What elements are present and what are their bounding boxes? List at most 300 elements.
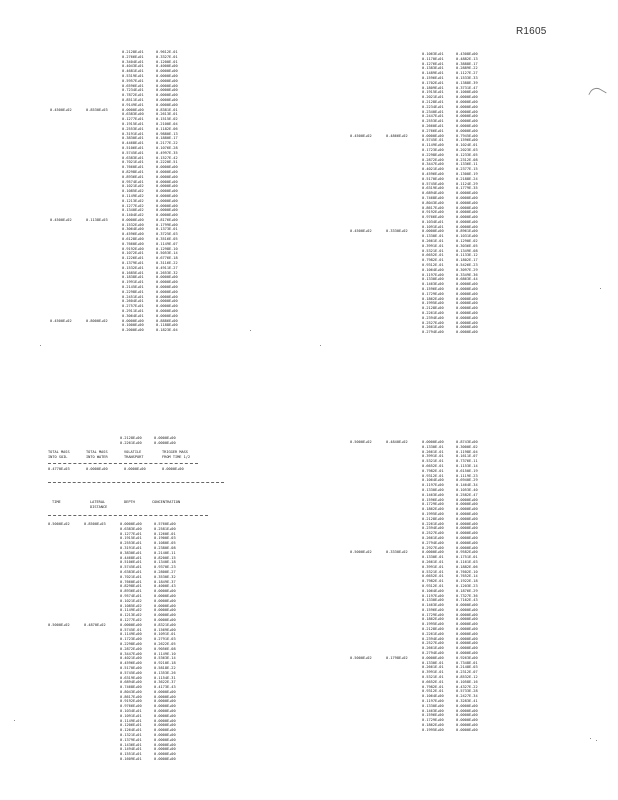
row-depth: 0.4468E+01 xyxy=(120,555,142,560)
row-depth: 0.1609E+01 xyxy=(120,757,142,762)
row-concentration: 0.2427E-34 xyxy=(456,694,478,699)
row-concentration: 0.9880E-13 xyxy=(156,131,178,136)
row-distance: 0.8500E+03 xyxy=(84,522,106,526)
row-concentration: 0.7602E-10 xyxy=(456,569,478,574)
row-concentration: 0.0000E+00 xyxy=(456,287,478,292)
profile-header-cell: CONCENTRATION xyxy=(152,500,181,504)
row-concentration: 0.5733E-28 xyxy=(456,689,478,694)
row-depth: 0.9192E+00 xyxy=(120,699,142,704)
row-depth: 0.9574E+01 xyxy=(120,593,142,598)
row-depth: 0.3991E-01 xyxy=(422,454,444,459)
row-depth: 0.1862E+00 xyxy=(422,507,444,512)
row-depth: 0.1277E+02 xyxy=(120,617,142,622)
row-time: 0.5000E+02 xyxy=(350,550,372,555)
row-concentration: 0.1779E-35 xyxy=(456,186,478,191)
row-concentration: 0.3000E-02 xyxy=(456,444,478,449)
speck xyxy=(590,738,591,739)
row-depth: 0.1149E+00 xyxy=(422,143,444,148)
row-concentration: 0.1149E-07 xyxy=(156,241,178,246)
row-concentration: 0.0000E+00 xyxy=(156,97,178,102)
row-concentration: 0.0000E+00 xyxy=(456,215,478,220)
row-depth: 0.5321E-01 xyxy=(422,459,444,464)
row-concentration: 0.8886E+00 xyxy=(156,318,178,323)
row-depth: 0.3064E+00 xyxy=(122,227,144,232)
row-concentration: 0.0000E+00 xyxy=(456,627,478,632)
row-concentration: 0.9263E+00 xyxy=(456,655,478,660)
row-concentration: 0.8532E-12 xyxy=(456,675,478,680)
row-concentration: 0.1133E-12 xyxy=(456,253,478,258)
row-concentration: 0.0000E+00 xyxy=(154,713,176,718)
row-concentration: 0.0000E+00 xyxy=(154,747,176,752)
row-concentration: 0.0000E+00 xyxy=(456,311,478,316)
row-concentration: 0.0000E+00 xyxy=(156,169,178,174)
row-concentration: 0.0000E+00 xyxy=(456,210,478,215)
row-concentration: 0.4173E-43 xyxy=(154,685,176,690)
row-concentration: 0.0000E+00 xyxy=(154,699,176,704)
row-concentration: 0.0000E+00 xyxy=(156,275,178,280)
data-row xyxy=(350,728,490,733)
row-concentration: 0.4911E-27 xyxy=(156,265,178,270)
row-concentration: 0.1880E-17 xyxy=(156,136,178,141)
row-depth: 0.7021E+01 xyxy=(122,160,144,165)
row-concentration: 0.0000E+00 xyxy=(154,737,176,742)
row-concentration: 0.2800E-27 xyxy=(154,569,176,574)
row-depth: 0.2128E+00 xyxy=(422,627,444,632)
row-concentration: 0.1203E-23 xyxy=(456,583,478,588)
row-concentration: 0.1058E-16 xyxy=(456,679,478,684)
profile-rows xyxy=(48,522,188,762)
summary-header-cell: VOLATILE TRANSPORT xyxy=(124,450,144,459)
row-concentration: 0.0000E+00 xyxy=(456,330,478,335)
row-depth: 0.2394E+00 xyxy=(422,526,444,531)
row-depth: 0.1436E+01 xyxy=(120,742,142,747)
row-concentration: 0.0000E+00 xyxy=(456,296,478,301)
row-depth: 0.1330E-01 xyxy=(422,660,444,665)
row-depth: 0.1489E+01 xyxy=(422,71,444,76)
row-concentration: 0.0000E+00 xyxy=(456,540,478,545)
data-row xyxy=(50,328,190,333)
row-depth: 0.7982E-01 xyxy=(422,579,444,584)
row-time: 0.5000E+02 xyxy=(350,440,372,444)
row-depth: 0.2794E+00 xyxy=(422,330,444,335)
row-depth: 0.6383E+00 xyxy=(120,526,142,531)
row-depth: 0.7468E+00 xyxy=(422,195,444,200)
row-concentration: 0.0000E+00 xyxy=(156,203,178,208)
row-concentration: 0.0000E+00 xyxy=(154,704,176,709)
row-depth: 0.1330E+00 xyxy=(422,598,444,603)
row-concentration: 0.7348E-01 xyxy=(456,660,478,665)
row-depth: 0.2128E+00 xyxy=(422,516,444,521)
row-depth: 0.2261E+00 xyxy=(422,521,444,526)
row-depth: 0.1991E+01 xyxy=(122,280,144,285)
row-concentration: 0.2613E-01 xyxy=(156,112,178,117)
row-concentration: 0.6863E-44 xyxy=(456,277,478,282)
row-depth: 0.4596E+00 xyxy=(122,232,144,237)
row-concentration: 0.3327E-01 xyxy=(156,54,178,59)
row-depth: 0.2553E+01 xyxy=(422,119,444,124)
row-depth: 0.1915E+01 xyxy=(120,536,142,541)
row-depth: 0.0000E+00 xyxy=(422,229,444,234)
row-depth: 0.2757E+01 xyxy=(122,304,144,309)
row-concentration: 0.0000E+00 xyxy=(456,607,478,612)
row-depth: 0.3191E+01 xyxy=(122,131,144,136)
row-concentration: 0.0000E+00 xyxy=(156,174,178,179)
row-depth: 0.1072E+01 xyxy=(122,251,144,256)
row-depth: 0.1021E+02 xyxy=(120,598,142,603)
row-depth: 0.2527E+00 xyxy=(422,531,444,536)
row-concentration: 0.0000E+00 xyxy=(156,102,178,107)
row-concentration: 0.2380E-08 xyxy=(154,545,176,550)
row-depth: 0.2394E+00 xyxy=(422,315,444,320)
row-depth: 0.0000E+00 xyxy=(422,550,444,555)
row-concentration: 0.0000E+00 xyxy=(456,200,478,205)
summary-header-cell: TOTAL MASS INTO SOIL xyxy=(48,450,70,459)
row-depth: 0.9149E+01 xyxy=(122,102,144,107)
row-concentration: 0.0000E+00 xyxy=(156,93,178,98)
row-concentration: 0.0000E+00 xyxy=(156,184,178,189)
row-concentration: 0.2653E-32 xyxy=(156,270,178,275)
row-depth: 0.8936E+01 xyxy=(122,174,144,179)
row-depth: 0.3447E+00 xyxy=(120,651,142,656)
row-concentration: 0.1373E-01 xyxy=(156,227,178,232)
row-depth: 0.2261E+00 xyxy=(422,631,444,636)
row-concentration: 0.8176E+00 xyxy=(156,217,178,222)
row-concentration: 0.1569E+00 xyxy=(154,627,176,632)
row-concentration: 0.7652E-14 xyxy=(456,574,478,579)
row-concentration: 0.0000E+00 xyxy=(156,294,178,299)
row-concentration: 0.9370E-23 xyxy=(154,565,176,570)
row-depth: 0.0000E+00 xyxy=(422,655,444,660)
row-depth: 0.6894E+00 xyxy=(120,680,142,685)
row-depth: 0.4043E+01 xyxy=(122,64,144,69)
row-depth: 0.3991E-01 xyxy=(422,564,444,569)
profile-header-cell: LATERAL DISTANCE xyxy=(90,500,108,509)
row-depth: 0.6319E+00 xyxy=(422,186,444,191)
row-depth: 0.6596E+01 xyxy=(122,83,144,88)
row-depth: 0.1838E+01 xyxy=(122,275,144,280)
row-depth: 0.1330E+00 xyxy=(422,703,444,708)
row-depth: 0.3830E+01 xyxy=(120,550,142,555)
row-depth: 0.0000E+00 xyxy=(120,522,142,526)
speck xyxy=(14,720,15,721)
row-concentration: 0.5363E-14 xyxy=(154,656,176,661)
row-concentration: 0.0000E+00 xyxy=(154,608,176,613)
row-concentration: 0.0000E+00 xyxy=(154,709,176,714)
row-depth: 0.3447E+00 xyxy=(422,162,444,167)
row-concentration: 0.0000E+00 xyxy=(456,219,478,224)
row-concentration: 0.1149E-10 xyxy=(154,651,176,656)
row-depth: 0.1064E+00 xyxy=(422,478,444,483)
row-concentration: 0.0000E+00 xyxy=(156,285,178,290)
row-depth: 0.1321E+01 xyxy=(120,733,142,738)
row-concentration: 0.3731E-47 xyxy=(456,85,478,90)
row-depth: 0.1995E+00 xyxy=(422,511,444,516)
row-depth: 0.7660E+00 xyxy=(122,241,144,246)
row-depth: 0.1197E+00 xyxy=(422,593,444,598)
row-depth: 0.0000E+00 xyxy=(122,318,144,323)
row-concentration: 0.1233E-05 xyxy=(456,152,478,157)
row-depth: 0.6652E-01 xyxy=(422,253,444,258)
row-depth: 0.1000E+00 xyxy=(122,323,144,328)
row-depth: 0.8936E+01 xyxy=(120,589,142,594)
row-depth: 0.0000E+00 xyxy=(422,440,444,444)
row-concentration: 0.0000E+00 xyxy=(156,78,178,83)
row-depth: 0.8298E+01 xyxy=(122,169,144,174)
row-depth: 0.2927E+00 xyxy=(422,545,444,550)
row-concentration: 0.0000E+00 xyxy=(156,83,178,88)
row-concentration: 0.1464E-34 xyxy=(456,483,478,488)
row-concentration: 0.7376E-11 xyxy=(456,459,478,464)
row-depth: 0.9766E+00 xyxy=(120,704,142,709)
row-concentration: 0.1802E-17 xyxy=(456,258,478,263)
page-id: R1605 xyxy=(516,26,547,37)
row-concentration: 0.9612E-01 xyxy=(156,50,178,54)
row-concentration: 0.1024E-01 xyxy=(456,143,478,148)
row-depth: 0.2661E-01 xyxy=(422,665,444,670)
row-time: 0.5000E+02 xyxy=(48,622,70,627)
row-concentration: 0.9582E+00 xyxy=(456,550,478,555)
row-concentration: 0.3725E-03 xyxy=(156,232,178,237)
row-concentration: 0.0000E+00 xyxy=(456,713,478,718)
row-concentration: 0.0000E+00 xyxy=(456,703,478,708)
row-depth: 0.4596E+00 xyxy=(422,171,444,176)
row-depth: 0.2604E+01 xyxy=(122,299,144,304)
summary-value: 0.0000E+00 xyxy=(162,467,184,471)
row-concentration: 0.0000E+00 xyxy=(456,651,478,656)
row-depth: 0.5321E-01 xyxy=(422,248,444,253)
row-concentration: 0.6940E-29 xyxy=(456,478,478,483)
row-concentration: 0.0000E+00 xyxy=(456,497,478,502)
row-concentration: 0.7945E+00 xyxy=(456,133,478,138)
row-depth: 0.2261E+00 xyxy=(422,311,444,316)
row-depth: 0.2661E+00 xyxy=(422,646,444,651)
row-depth: 0.1862E+00 xyxy=(422,296,444,301)
row-depth: 0.1862E+00 xyxy=(422,617,444,622)
row-concentration: 0.1154E-31 xyxy=(154,675,176,680)
row-concentration: 0.8200E-15 xyxy=(154,555,176,560)
row-depth: 0.4681E+01 xyxy=(122,69,144,74)
row-concentration: 0.1882E-06 xyxy=(456,564,478,569)
row-concentration: 0.4308E+00 xyxy=(456,52,478,56)
row-concentration: 0.0000E+00 xyxy=(456,191,478,196)
row-depth: 0.1729E+00 xyxy=(422,291,444,296)
row-concentration: 0.6776E-18 xyxy=(156,256,178,261)
row-time: 0.4500E+02 xyxy=(50,107,72,112)
row-concentration: 0.0000E+00 xyxy=(456,521,478,526)
row-concentration: 0.0000E+00 xyxy=(456,531,478,536)
row-depth: 0.1596E+00 xyxy=(422,607,444,612)
profile-header-cell: TIME xyxy=(52,500,61,504)
row-depth: 0.2298E+00 xyxy=(422,152,444,157)
row-depth: 0.2451E+01 xyxy=(122,294,144,299)
page-mark-right xyxy=(588,85,606,102)
row-depth: 0.8043E+00 xyxy=(120,689,142,694)
row-depth: 0.7660E+01 xyxy=(122,165,144,170)
row-depth: 0.1276E+01 xyxy=(422,61,444,66)
row-concentration: 0.1076E-28 xyxy=(156,145,178,150)
row-concentration: 0.0000E+00 xyxy=(154,718,176,723)
row-concentration: 0.0000E+00 xyxy=(156,179,178,184)
row-time: 0.4500E+02 xyxy=(350,229,372,234)
row-concentration: 0.0000E+00 xyxy=(456,114,478,119)
row-depth: 0.2553E+01 xyxy=(122,126,144,131)
row-depth: 0.1463E+00 xyxy=(422,282,444,287)
row-time: 0.5000E+02 xyxy=(350,655,372,660)
row-concentration: 0.1300E-19 xyxy=(456,171,478,176)
row-concentration: 0.0000E+00 xyxy=(156,309,178,314)
row-concentration: 0.3888E-17 xyxy=(456,61,478,66)
row-concentration: 0.0000E+00 xyxy=(456,195,478,200)
row-concentration: 0.0000E+00 xyxy=(154,436,176,440)
row-depth: 0.7982E-01 xyxy=(422,258,444,263)
row-depth: 0.2661E+00 xyxy=(422,325,444,330)
row-depth: 0.5745E+00 xyxy=(120,670,142,675)
row-depth: 0.8617E+00 xyxy=(120,694,142,699)
row-depth: 0.1213E+02 xyxy=(120,613,142,618)
row-concentration: 0.0000E+00 xyxy=(456,636,478,641)
row-depth: 0.8511E+01 xyxy=(122,97,144,102)
row-depth: 0.1862E+00 xyxy=(422,723,444,728)
row-depth: 0.3830E+01 xyxy=(122,136,144,141)
row-concentration: 0.1849E-37 xyxy=(154,579,176,584)
row-depth: 0.5319E+01 xyxy=(122,73,144,78)
row-concentration: 0.1188E+00 xyxy=(156,323,178,328)
row-depth: 0.1463E+00 xyxy=(422,492,444,497)
row-concentration: 0.0000E+00 xyxy=(456,301,478,306)
row-concentration: 0.2148E-03 xyxy=(456,665,478,670)
row-depth: 0.4021E+00 xyxy=(120,656,142,661)
row-depth: 0.1915E+01 xyxy=(122,121,144,126)
row-concentration: 0.2023E-03 xyxy=(456,147,478,152)
speck xyxy=(250,330,251,331)
row-depth: 0.0000E+00 xyxy=(120,622,142,627)
row-concentration: 0.0000E+00 xyxy=(456,109,478,114)
row-depth: 0.5957E+01 xyxy=(122,78,144,83)
row-depth: 0.7021E+01 xyxy=(120,574,142,579)
divider xyxy=(48,482,224,483)
row-depth: 0.2261E+00 xyxy=(120,440,142,445)
row-depth: 0.3991E-01 xyxy=(422,243,444,248)
top-right-block xyxy=(350,52,490,335)
row-depth: 0.2661E-01 xyxy=(422,449,444,454)
row-concentration: 0.0000E+00 xyxy=(456,104,478,109)
row-concentration: 0.0000E+00 xyxy=(156,193,178,198)
row-depth: 0.2661E-01 xyxy=(422,559,444,564)
row-concentration: 0.0000E+00 xyxy=(456,325,478,330)
row-concentration: 0.5818E-22 xyxy=(154,665,176,670)
row-concentration: 0.5760E+00 xyxy=(154,522,176,526)
row-depth: 0.2872E+00 xyxy=(120,646,142,651)
row-concentration: 0.0000E+00 xyxy=(456,128,478,133)
row-concentration: 0.3516E-05 xyxy=(156,237,178,242)
row-concentration: 0.0000E+00 xyxy=(154,752,176,757)
row-depth: 0.5106E+01 xyxy=(120,560,142,565)
row-concentration: 0.4000E-43 xyxy=(154,584,176,589)
row-concentration: 0.0000E+00 xyxy=(456,511,478,516)
row-distance: 0.4840E+02 xyxy=(386,440,408,444)
row-concentration: 0.1053E-40 xyxy=(456,487,478,492)
row-concentration: 0.3349E-36 xyxy=(456,272,478,277)
row-concentration: 0.3116E-22 xyxy=(156,261,178,266)
row-concentration: 0.0000E+00 xyxy=(154,723,176,728)
row-concentration: 0.1200E-01 xyxy=(156,59,178,64)
row-depth: 0.1915E+01 xyxy=(422,90,444,95)
row-concentration: 0.4000E+00 xyxy=(156,64,178,69)
row-concentration: 0.2791E-03 xyxy=(154,637,176,642)
row-concentration: 0.8321E+00 xyxy=(154,622,176,627)
row-concentration: 0.3036E-05 xyxy=(456,243,478,248)
row-depth: 0.1723E+00 xyxy=(120,637,142,642)
row-concentration: 0.0000E+00 xyxy=(456,224,478,229)
row-depth: 0.6383E+01 xyxy=(122,155,144,160)
row-depth: 0.0000E+00 xyxy=(122,107,144,112)
row-depth: 0.6894E+00 xyxy=(422,191,444,196)
row-depth: 0.2145E+01 xyxy=(122,285,144,290)
row-concentration: 0.1153E-14 xyxy=(456,463,478,468)
row-concentration: 0.0000E+00 xyxy=(456,282,478,287)
row-concentration: 0.0000E+00 xyxy=(456,320,478,325)
row-concentration: 0.0000E+00 xyxy=(154,589,176,594)
row-depth: 0.3404E+01 xyxy=(122,59,144,64)
row-concentration: 0.0000E+00 xyxy=(154,728,176,733)
row-depth: 0.2234E+01 xyxy=(422,104,444,109)
row-concentration: 0.0000E+00 xyxy=(456,306,478,311)
row-concentration: 0.2582E-47 xyxy=(456,492,478,497)
row-depth: 0.2794E+00 xyxy=(422,540,444,545)
row-concentration: 0.0000E+00 xyxy=(456,315,478,320)
row-concentration: 0.2312E-07 xyxy=(456,670,478,675)
pre-rows xyxy=(120,436,188,446)
row-depth: 0.9574E+01 xyxy=(122,179,144,184)
row-distance: 0.8000E+02 xyxy=(86,318,108,323)
row-concentration: 0.8743E+00 xyxy=(456,440,478,444)
row-concentration: 0.0000E+00 xyxy=(156,165,178,170)
row-depth: 0.2128E+01 xyxy=(422,99,444,104)
row-concentration: 0.2622E-05 xyxy=(154,641,176,646)
row-depth: 0.6652E-01 xyxy=(422,574,444,579)
row-concentration: 0.0000E+00 xyxy=(154,613,176,618)
row-concentration: 0.1533E-33 xyxy=(456,75,478,80)
row-depth: 0.6383E+01 xyxy=(120,569,142,574)
row-concentration: 0.2312E-08 xyxy=(456,157,478,162)
row-depth: 0.2766E+01 xyxy=(422,128,444,133)
row-concentration: 0.1388E-39 xyxy=(456,80,478,85)
row-depth: 0.7660E+01 xyxy=(120,579,142,584)
row-depth: 0.6319E+00 xyxy=(120,675,142,680)
row-concentration: 0.0000E+00 xyxy=(456,99,478,104)
row-depth: 0.1063E+01 xyxy=(422,52,444,56)
row-depth: 0.2766E+01 xyxy=(122,54,144,59)
row-concentration: 0.0000E+00 xyxy=(456,526,478,531)
row-concentration: 0.3097E-29 xyxy=(456,267,478,272)
row-depth: 0.1064E+00 xyxy=(422,267,444,272)
row-concentration: 0.0000E+00 xyxy=(156,189,178,194)
row-depth: 0.2021E+01 xyxy=(422,95,444,100)
row-depth: 0.1277E+02 xyxy=(122,203,144,208)
row-depth: 0.1551E+01 xyxy=(120,752,142,757)
row-depth: 0.1596E+01 xyxy=(422,75,444,80)
row-concentration: 0.0000E+00 xyxy=(154,694,176,699)
row-concentration: 0.2377E-15 xyxy=(456,167,478,172)
row-depth: 0.1729E+00 xyxy=(422,612,444,617)
row-depth: 0.4468E+01 xyxy=(122,141,144,146)
row-depth: 0.5321E-01 xyxy=(422,675,444,680)
row-depth: 0.8617E+00 xyxy=(422,205,444,210)
row-concentration: 0.1198E-04 xyxy=(456,449,478,454)
row-depth: 0.8298E+01 xyxy=(120,584,142,589)
row-concentration: 0.0000E+00 xyxy=(456,535,478,540)
speck xyxy=(320,345,321,346)
